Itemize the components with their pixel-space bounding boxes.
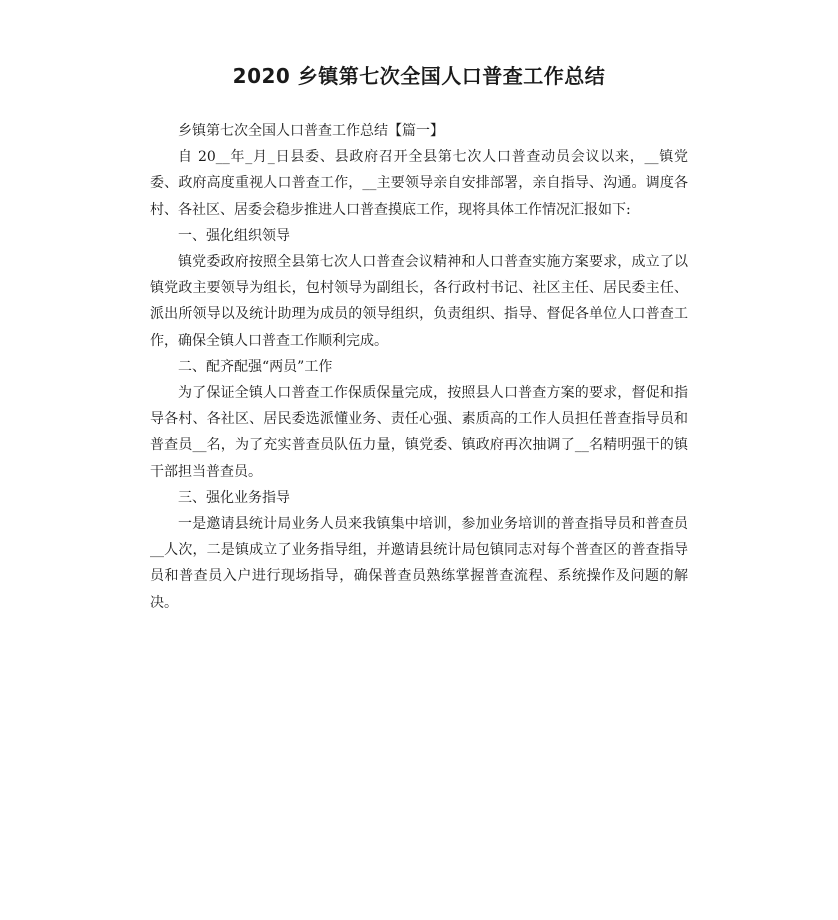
section-heading-1: 一、强化组织领导 <box>178 227 290 244</box>
section-paragraph-3: 一是邀请县统计局业务人员来我镇集中培训，参加业务培训的普查指导员和普查员__人次，二是镇成立了业务指导组，并邀请县统计局包镇同志对每个普查区的普查指导员和普查员入户进行现场指导，确保普查员熟练掌握普查流程、系统操作及问题的解决。 <box>150 516 688 611</box>
document-title: 2020 乡镇第七次全国人口普查工作总结 <box>232 64 606 88</box>
document-subtitle: 乡镇第七次全国人口普查工作总结【篇一】 <box>178 123 444 139</box>
section-heading-2: 二、配齐配强“两员”工作 <box>178 358 333 375</box>
section-heading-3: 三、强化业务指导 <box>178 489 290 506</box>
section-paragraph-2: 为了保证全镇人口普查工作保质保量完成，按照县人口普查方案的要求，督促和指导各村、各社区、居民委选派懂业务、责任心强、素质高的工作人员担任普查指导员和普查员__名，为了充实普查员队伍力量，镇党委、镇政府再次抽调了__名精明强干的镇干部担当普查员。 <box>150 385 688 480</box>
document-body <box>150 118 688 616</box>
intro-paragraph: 自 20__年_月_日县委、县政府召开全县第七次人口普查动员会议以来，__镇党委、政府高度重视人口普查工作，__主要领导亲自安排部署，亲自指导、沟通。调度各村、各社区、居委会稳步推进人口普查摸底工作，现将具体工作情况汇报如下: <box>150 149 688 218</box>
section-paragraph-1: 镇党委政府按照全县第七次人口普查会议精神和人口普查实施方案要求，成立了以镇党政主要领导为组长，包村领导为副组长，各行政村书记、社区主任、居民委主任、派出所领导以及统计助理为成员的领导组织，负责组织、指导、督促各单位人口普查工作，确保全镇人口普查工作顺利完成。 <box>150 254 688 349</box>
